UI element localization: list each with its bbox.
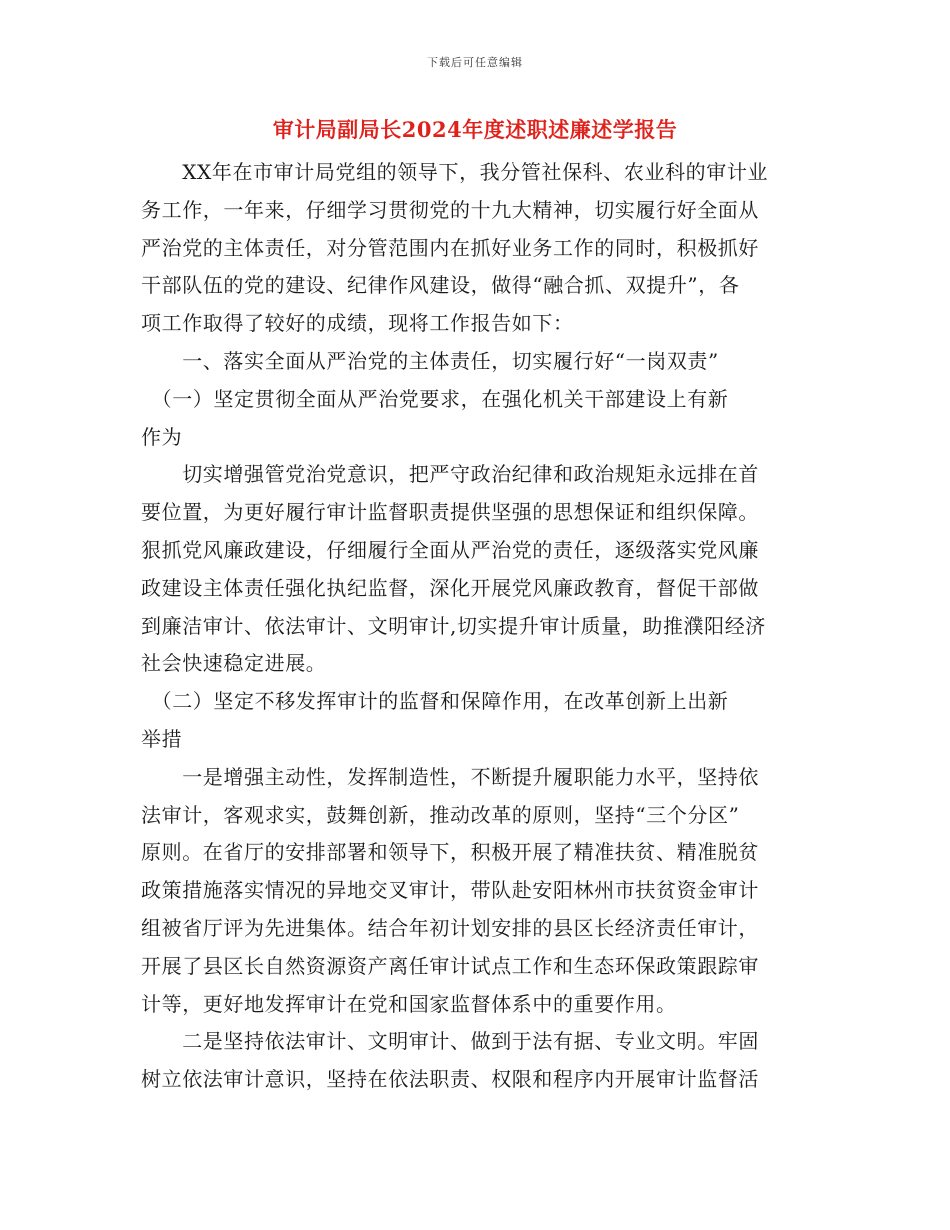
text-line: 干部队伍的党的建设、纪律作风建设，做得“融合抓、双提升”，各 (141, 273, 740, 298)
text-line: 一是增强主动性，发挥制造性，不断提升履职能力水平，坚持依 (141, 764, 759, 789)
subsection-heading: （一）坚定贯彻全面从严治党要求，在强化机关干部建设上有新 (141, 386, 729, 411)
text-line: 到廉洁审计、依法审计、文明审计,切实提升审计质量，助推濮阳经济 (141, 613, 766, 638)
section-heading: 一、落实全面从严治党的主体责任，切实履行好“一岗双责” (141, 348, 719, 373)
text-line: 要位置，为更好履行审计监督职责提供坚强的思想保证和组织保障。 (141, 500, 759, 525)
text-line: 务工作，一年来，仔细学习贯彻党的十九大精神，切实履行好全面从 (141, 197, 759, 222)
text-line: 切实增强管党治党意识，把严守政治纪律和政治规矩永远排在首 (141, 462, 759, 487)
text-line: 严治党的主体责任，对分管范围内在抓好业务工作的同时，积极抓好 (141, 235, 759, 260)
text-line: 原则。在省厅的安排部署和领导下，积极开展了精准扶贫、精准脱贫 (141, 840, 759, 865)
subsection-heading: 作为 (141, 424, 183, 449)
text-line: 计等，更好地发挥审计在党和国家监督体系中的重要作用。 (141, 991, 677, 1016)
document-title: 审计局副局长2024年度述职述廉述学报告 (272, 117, 678, 142)
text-line: 树立依法审计意识，坚持在依法职责、权限和程序内开展审计监督活 (141, 1067, 759, 1092)
text-line: 法审计，客观求实，鼓舞创新，推动改革的原则，坚持“三个分区” (141, 802, 740, 827)
text-line: 狠抓党风廉政建设，仔细履行全面从严治党的责任，逐级落实党风廉 (141, 537, 759, 562)
text-line: 组被省厅评为先进集体。结合年初计划安排的县区长经济责任审计， (141, 915, 759, 940)
text-line: XX年在市审计局党组的领导下，我分管社保科、农业科的审计业 (141, 160, 769, 184)
header-note: 下载后可任意编辑 (427, 56, 523, 69)
text-line: 社会快速稳定进展。 (141, 651, 327, 676)
text-line: 政建设主体责任强化执纪监督，深化开展党风廉政教育，督促干部做 (141, 575, 759, 600)
text-line: 政策措施落实情况的异地交叉审计，带队赴安阳林州市扶贫资金审计 (141, 878, 759, 903)
text-line: 项工作取得了较好的成绩，现将工作报告如下： (141, 311, 574, 336)
text-line: 开展了县区长自然资源资产离任审计试点工作和生态环保政策跟踪审 (141, 953, 759, 978)
subsection-heading: （二）坚定不移发挥审计的监督和保障作用，在改革创新上出新 (141, 689, 729, 714)
document-body (141, 154, 803, 1099)
subsection-heading: 举措 (141, 726, 183, 751)
text-line: 二是坚持依法审计、文明审计、做到于法有据、专业文明。牢固 (141, 1029, 759, 1054)
